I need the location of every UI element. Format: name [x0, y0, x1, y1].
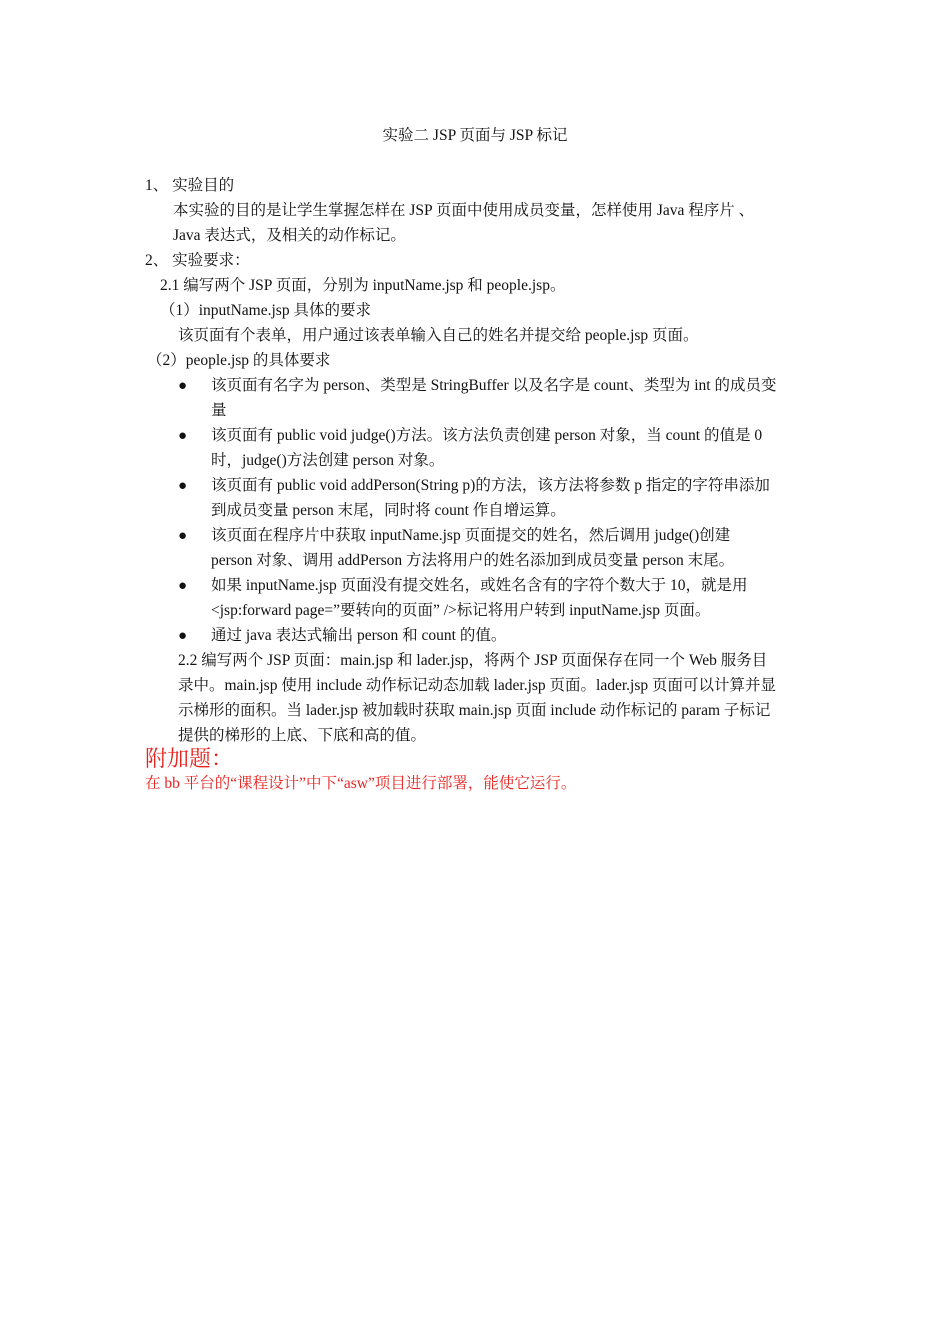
extra-task-heading: 附加题：	[145, 746, 234, 771]
bullet-icon: ●	[178, 478, 188, 494]
section-2-heading: 2、 实验要求：	[145, 252, 250, 269]
bullet-2-line-1: 该页面有 public void judge()方法。该方法负责创建 person 对象，当 count 的值是 0	[211, 427, 763, 444]
bullet-4-line-2: person 对象、调用 addPerson 方法将用户的姓名添加到成员变量 person 末尾。	[211, 552, 735, 569]
bullet-2-line-2: 时，judge()方法创建 person 对象。	[211, 452, 445, 469]
bullet-icon: ●	[178, 628, 188, 644]
bullet-1-line-1: 该页面有名字为 person、类型是 StringBuffer 以及名字是 count、类型为 int 的成员变	[211, 377, 777, 394]
bullet-3-line-1: 该页面有 public void addPerson(String p)的方法，该方法将参数 p 指定的字符串添加	[211, 477, 770, 494]
paragraph-2-2-line-1: 2.2 编写两个 JSP 页面：main.jsp 和 lader.jsp，将两个 JSP 页面保存在同一个 Web 服务目	[178, 652, 768, 669]
bullet-6-line-1: 通过 java 表达式输出 person 和 count 的值。	[211, 627, 507, 644]
paragraph-2-2-line-2: 录中。main.jsp 使用 include 动作标记动态加载 lader.jsp 页面。lader.jsp 页面可以计算并显	[178, 677, 777, 694]
bullet-4-line-1: 该页面在程序片中获取 inputName.jsp 页面提交的姓名，然后调用 judge()创建	[211, 527, 731, 544]
bullet-3-line-2: 到成员变量 person 末尾，同时将 count 作自增运算。	[211, 502, 566, 519]
subsection-1-text: 该页面有个表单，用户通过该表单输入自己的姓名并提交给 people.jsp 页面。	[178, 327, 699, 344]
section-1-text-line-2: Java 表达式，及相关的动作标记。	[173, 227, 406, 244]
bullet-icon: ●	[178, 578, 188, 594]
paragraph-2-1: 2.1 编写两个 JSP 页面，分别为 inputName.jsp 和 people.jsp。	[160, 277, 566, 294]
bullet-5-line-1: 如果 inputName.jsp 页面没有提交姓名，或姓名含有的字符个数大于 10，就是用	[211, 577, 748, 594]
bullet-icon: ●	[178, 528, 188, 544]
paragraph-2-2-line-4: 提供的梯形的上底、下底和高的值。	[178, 727, 427, 744]
extra-task-text: 在 bb 平台的“课程设计”中下“asw”项目进行部署，能使它运行。	[145, 775, 577, 792]
bullet-icon: ●	[178, 378, 188, 394]
section-1-heading: 1、 实验目的	[145, 177, 235, 194]
section-1-text-line-1: 本实验的目的是让学生掌握怎样在 JSP 页面中使用成员变量，怎样使用 Java 程序片 、	[173, 202, 755, 219]
subsection-2-heading: （2）people.jsp 的具体要求	[147, 352, 331, 369]
bullet-icon: ●	[178, 428, 188, 444]
page-title: 实验二 JSP 页面与 JSP 标记	[382, 127, 568, 144]
bullet-5-line-2: <jsp:forward page=”要转向的页面” />标记将用户转到 inputName.jsp 页面。	[211, 602, 711, 619]
bullet-1-line-2: 量	[211, 402, 227, 419]
paragraph-2-2-line-3: 示梯形的面积。当 lader.jsp 被加载时获取 main.jsp 页面 include 动作标记的 param 子标记	[178, 702, 771, 719]
subsection-1-heading: （1）inputName.jsp 具体的要求	[160, 302, 371, 319]
